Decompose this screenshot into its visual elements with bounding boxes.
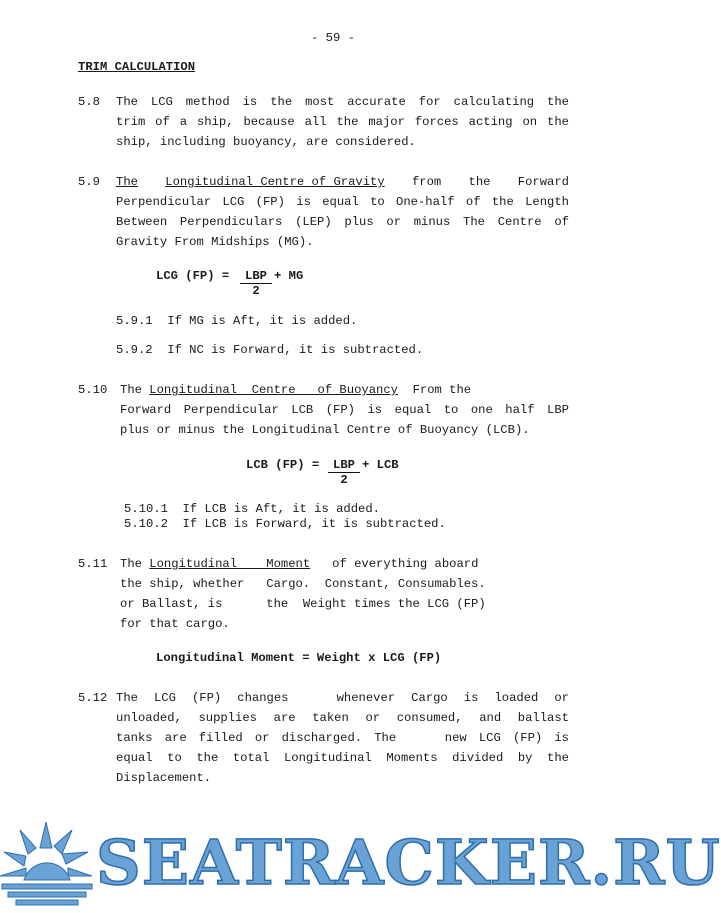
formula-fraction [328,458,360,487]
paragraph-number: 5.9 [78,175,100,189]
paragraph-line: equal to the total Longitudinal Moments divided by the [116,751,569,765]
paragraph-line: Between Perpendiculars (LEP) plus or minus The Centre of [116,215,569,229]
formula-rhs: + MG [274,269,304,283]
paragraph-line: Perpendicular LCG (FP) is equal to One-half of the Length [116,195,569,209]
word: The [120,383,142,397]
word: the [468,175,491,189]
paragraph-line [120,557,478,571]
paragraph-line: The LCG method is the most accurate for calculating the [116,95,569,109]
paragraph-line: Displacement. [116,771,212,785]
formula: Longitudinal Moment = Weight x LCG (FP) [156,651,442,665]
word: Forward [517,175,569,189]
formula-rhs: + LCB [362,458,399,472]
page-number: - 59 - [311,31,355,45]
watermark-text: SEATRACKER.RU [96,826,721,899]
paragraph-line: The LCG (FP) changes whenever Cargo is loaded or [116,691,569,705]
section-heading: TRIM CALCULATION [78,60,196,74]
paragraph-line: plus or minus the Longitudinal Centre of Buoyancy (LCB). [120,423,530,437]
paragraph-line: tanks are filled or discharged. The new LCG (FP) is [116,731,569,745]
paragraph-line: ship, including buoyancy, are considered. [116,135,416,149]
paragraph-number: 5.10 [78,383,108,397]
sub-clause: 5.9.2 If NC is Forward, it is subtracted. [116,343,424,357]
paragraph-line: Gravity From Midships (MG). [116,235,314,249]
formula-lhs: LCG (FP) = [156,269,230,283]
underlined-word: The [116,175,138,189]
paragraph-number: 5.12 [78,691,108,705]
paragraph-line: or Ballast, is the Weight times the LCG (FP) [120,597,486,611]
paragraph-number: 5.11 [78,557,108,571]
underlined-term: Longitudinal Centre of Buoyancy [149,383,398,397]
sun-logo-icon [0,818,96,910]
formula-fraction [240,269,272,298]
fraction-numerator: LBP [240,269,272,284]
word: From the [397,383,472,397]
paragraph-line: Forward Perpendicular LCB (FP) is equal to one half LBP [120,403,569,417]
underlined-term: Longitudinal Moment [149,557,311,571]
word: of everything aboard [310,557,479,571]
paragraph-line: for that cargo. [120,617,230,631]
underlined-term: Longitudinal Centre of Gravity [165,175,385,189]
word: The [120,557,142,571]
sub-clause: 5.9.1 If MG is Aft, it is added. [116,314,358,328]
paragraph-line: trim of a ship, because all the major forces acting on the [116,115,569,129]
paragraph-line: unloaded, supplies are taken or consumed, and ballast [116,711,569,725]
fraction-numerator: LBP [328,458,360,473]
paragraph-number: 5.8 [78,95,100,109]
sub-clause: 5.10.1 If LCB is Aft, it is added. [124,502,380,516]
paragraph-line: the ship, whether Cargo. Constant, Consumables. [120,577,486,591]
formula-lhs: LCB (FP) = [246,458,320,472]
fraction-denominator: 2 [252,284,260,298]
paragraph-line [120,383,471,397]
fraction-denominator: 2 [340,473,348,487]
paragraph-line [116,175,569,189]
word: from [411,175,442,189]
sub-clause: 5.10.2 If LCB is Forward, it is subtracted. [124,517,446,531]
